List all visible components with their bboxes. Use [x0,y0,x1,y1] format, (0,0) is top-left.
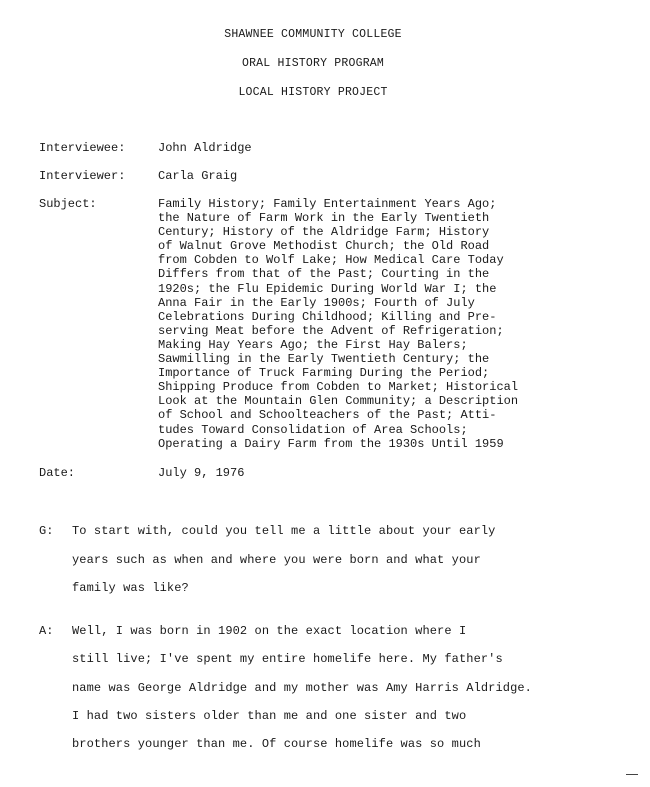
transcript-line: still live; I've spent my entire homelife here. My father's [72,652,503,666]
subject-line: Sawmilling in the Early Twentieth Century; the [158,352,490,367]
transcript-line: brothers younger than me. Of course homelife was so much [72,737,481,751]
subject-line: Look at the Mountain Glen Community; a Description [158,394,519,409]
header-institution: SHAWNEE COMMUNITY COLLEGE [224,28,402,41]
header-project: LOCAL HISTORY PROJECT [238,86,388,99]
subject-line: the Nature of Farm Work in the Early Twentieth [158,211,490,226]
header-program: ORAL HISTORY PROGRAM [241,57,385,70]
page-edge-mark [626,774,638,775]
transcript-line: To start with, could you tell me a little about your early [72,524,496,538]
transcript-line: I had two sisters older than me and one sister and two [72,709,467,723]
interviewer-value: Carla Graig [158,169,238,183]
date-value: July 9, 1976 [158,466,245,480]
subject-line: Importance of Truck Farming During the Period; [158,366,490,381]
subject-line: of School and Schoolteachers of the Past; Atti- [158,408,497,423]
interviewer-label: Interviewer: [39,169,126,183]
interviewee-value: John Aldridge [158,141,252,155]
subject-label: Subject: [39,197,97,211]
subject-line: Operating a Dairy Farm from the 1930s Until 1959 [158,436,504,451]
subject-line: Century; History of the Aldridge Farm; History [158,225,490,240]
date-label: Date: [39,466,76,480]
speaker-interviewee: A: [39,624,54,638]
interviewee-label: Interviewee: [39,141,126,155]
transcript-line: name was George Aldridge and my mother was Amy Harris Aldridge. [72,681,532,695]
subject-line: Anna Fair in the Early 1900s; Fourth of July [158,295,475,310]
subject-line: Differs from that of the Past; Courting in the [158,267,490,282]
transcript-line: years such as when and where you were born and what your [72,553,481,567]
subject-line: of Walnut Grove Methodist Church; the Old Road [158,239,490,254]
subject-text [158,197,598,451]
subject-line: tudes Toward Consolidation of Area Schools; [158,422,468,437]
subject-line: 1920s; the Flu Epidemic During World War I; the [158,281,497,296]
transcript-line: family was like? [72,581,189,595]
speaker-interviewer: G: [39,524,54,538]
subject-line: Family History; Family Entertainment Years Ago; [158,197,497,211]
subject-line: serving Meat before the Advent of Refrigeration; [158,323,504,338]
subject-line: Celebrations During Childhood; Killing and Pre- [158,309,497,324]
subject-line: Shipping Produce from Cobden to Market; Historical [158,380,519,395]
subject-line: from Cobden to Wolf Lake; How Medical Care Today [158,253,504,268]
subject-line: Making Hay Years Ago; the First Hay Balers; [158,337,468,352]
transcript-line: Well, I was born in 1902 on the exact location where I [72,624,467,638]
